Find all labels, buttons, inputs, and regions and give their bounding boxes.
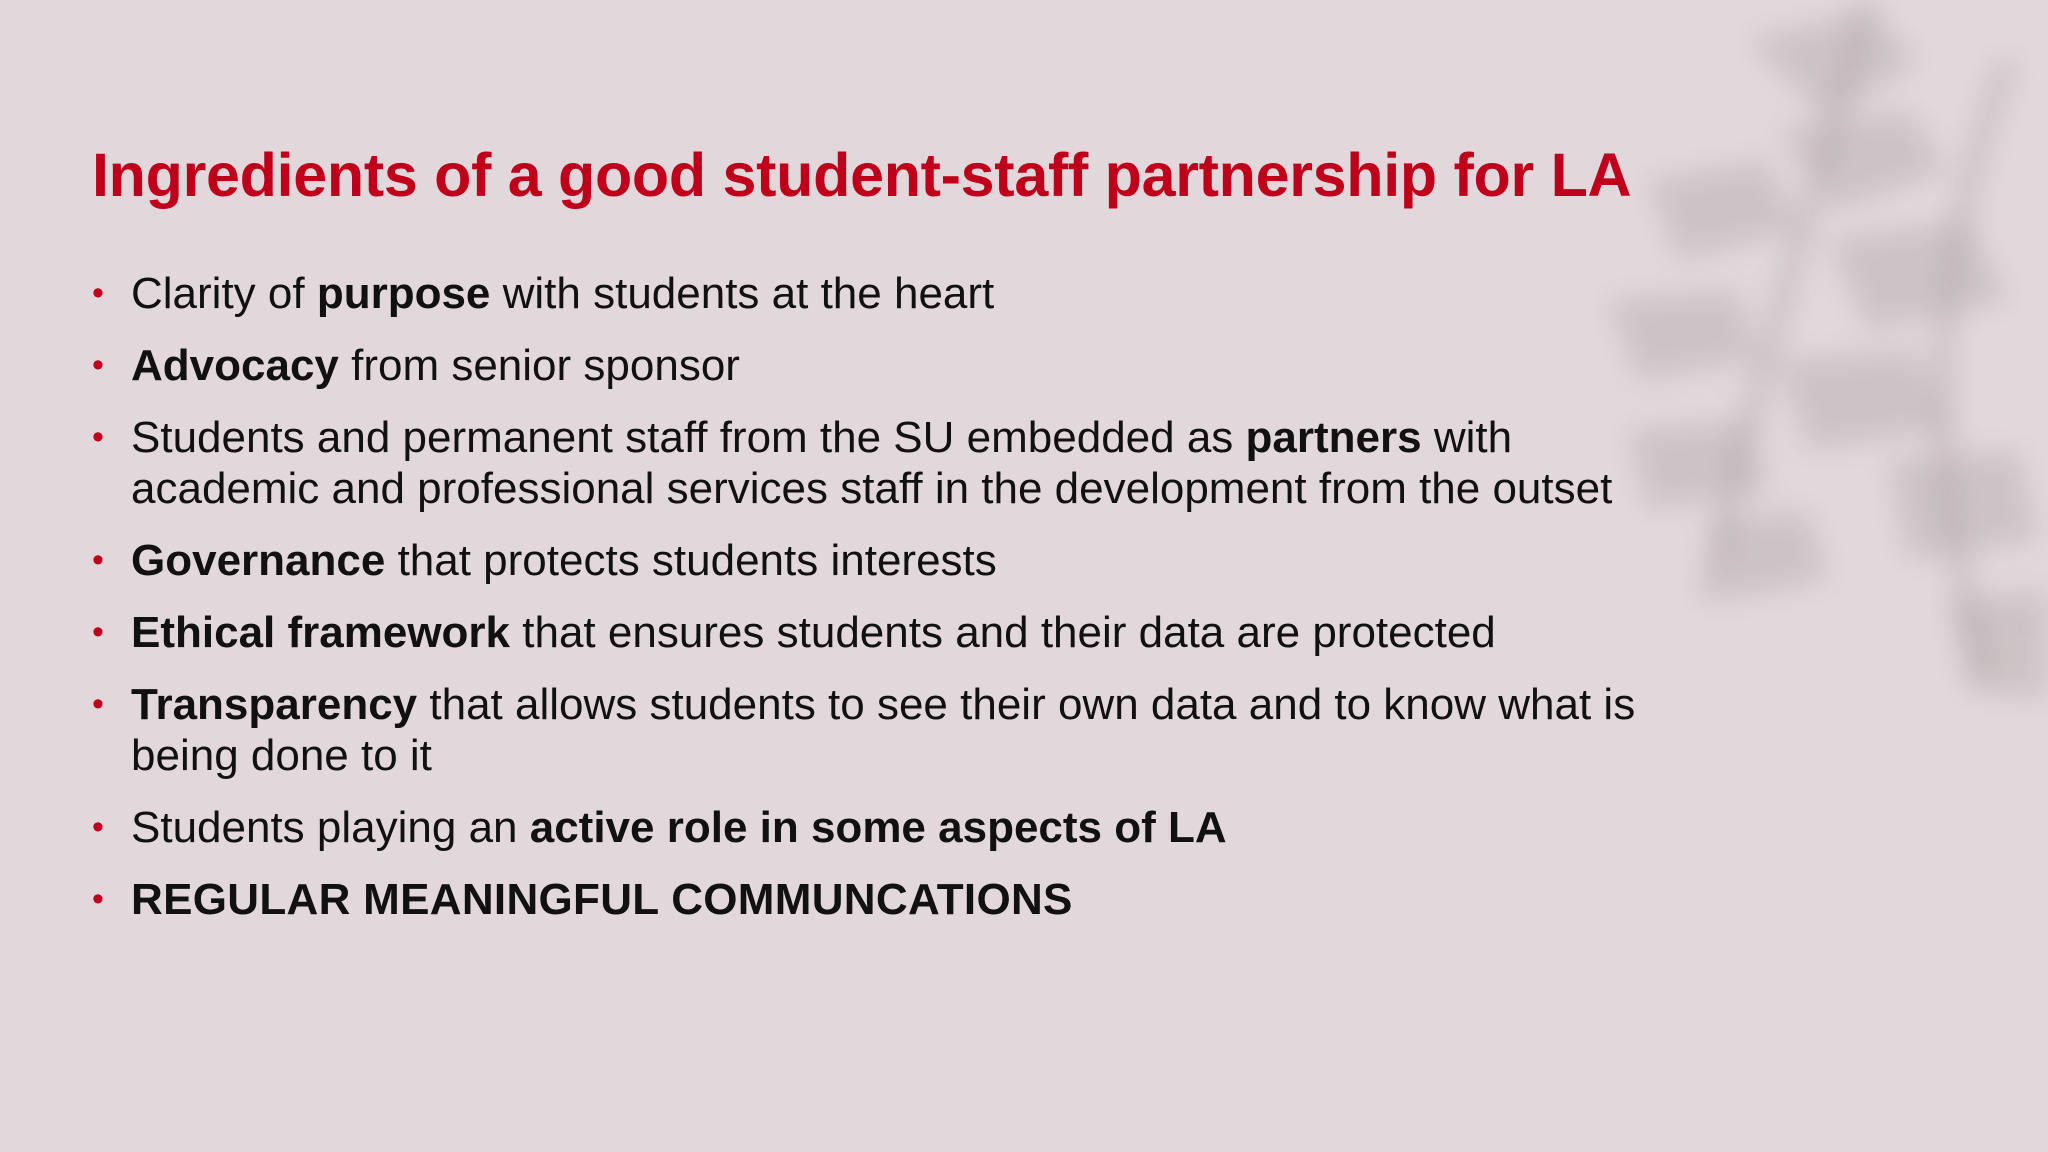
bullet-text: that ensures students and their data are protected bbox=[510, 608, 1496, 657]
bullet-item-partners bbox=[92, 412, 1652, 514]
bullet-text: that allows students to see their own data and to know what is being done to it bbox=[131, 680, 1636, 780]
bullet-text: from senior sponsor bbox=[338, 341, 740, 390]
bullet-text: Clarity of bbox=[131, 269, 317, 318]
bullet-dot-icon: • bbox=[92, 541, 104, 579]
bullet-emphasis: Advocacy bbox=[131, 341, 339, 390]
bullet-text: Students playing an bbox=[131, 803, 530, 852]
bullet-dot-icon: • bbox=[92, 808, 104, 846]
bullet-emphasis: Governance bbox=[131, 536, 386, 585]
bullet-dot-icon: • bbox=[92, 880, 104, 918]
bullet-item-active-role bbox=[92, 802, 1652, 853]
bullet-item-ethical-framework bbox=[92, 607, 1652, 658]
bullet-dot-icon: • bbox=[92, 274, 104, 312]
bullet-emphasis: Transparency bbox=[131, 680, 418, 729]
bullet-emphasis: Ethical framework bbox=[131, 608, 511, 657]
bullet-text: Students and permanent staff from the SU embedded as bbox=[131, 413, 1246, 462]
bullet-dot-icon: • bbox=[92, 613, 104, 651]
bullet-text: that protects students interests bbox=[385, 536, 997, 585]
bullet-emphasis: REGULAR MEANINGFUL COMMUNCATIONS bbox=[131, 875, 1073, 924]
bullet-item-transparency bbox=[92, 679, 1652, 781]
bullet-item-advocacy bbox=[92, 340, 1652, 391]
bullet-emphasis: partners bbox=[1245, 413, 1422, 462]
bullet-dot-icon: • bbox=[92, 346, 104, 384]
slide-title: Ingredients of a good student-staff partnership for LA bbox=[92, 141, 1632, 209]
bullet-text: with students at the heart bbox=[490, 269, 995, 318]
bullet-dot-icon: • bbox=[92, 418, 104, 456]
bullet-dot-icon: • bbox=[92, 685, 104, 723]
bullet-list bbox=[92, 268, 1652, 946]
bullet-emphasis: active role in some aspects of LA bbox=[529, 803, 1227, 852]
bullet-item-communications bbox=[92, 874, 1652, 925]
bullet-emphasis: purpose bbox=[316, 269, 491, 318]
bullet-item-purpose bbox=[92, 268, 1652, 319]
bullet-item-governance bbox=[92, 535, 1652, 586]
bullet-text: with academic and professional services staff in the development from the outset bbox=[131, 413, 1613, 513]
